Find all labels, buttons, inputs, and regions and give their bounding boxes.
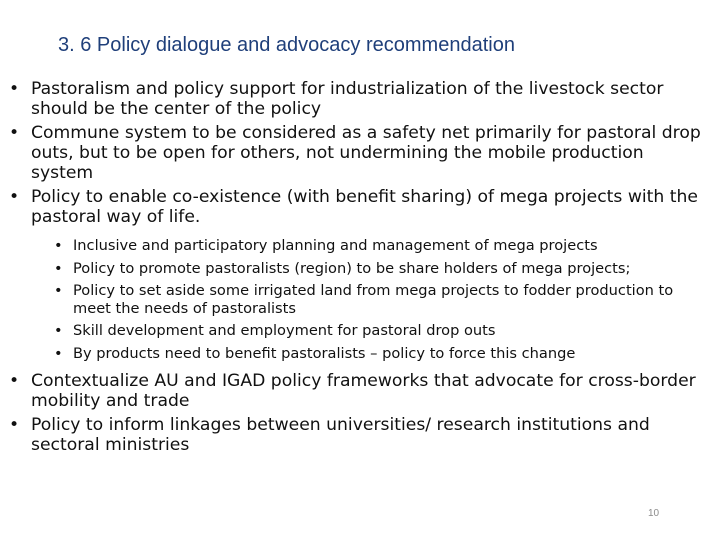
- main-bullet-list: [6, 79, 706, 459]
- slide-number: 10: [648, 508, 660, 519]
- bullet-item: • Commune system to be considered as a safety net primarily for pastoral drop outs, but to be open for others, not undermining the mobile production system: [6, 123, 706, 183]
- bullet-item: • Pastoralism and policy support for industrialization of the livestock sector should be the center of the policy: [6, 79, 706, 119]
- sub-bullet-item: • Policy to promote pastoralists (region) to be share holders of mega projects;: [52, 260, 706, 278]
- bullet-item: • Contextualize AU and IGAD policy frameworks that advocate for cross-border mobility and trade: [6, 371, 706, 411]
- slide-title: 3. 6 Policy dialogue and advocacy recommendation: [58, 34, 515, 56]
- sub-bullet-item: • Policy to set aside some irrigated land from mega projects to fodder production to meet the needs of pastoralists: [52, 282, 706, 317]
- sub-bullet-item: • Inclusive and participatory planning and management of mega projects: [52, 237, 706, 255]
- bullet-item: [6, 187, 706, 362]
- sub-bullet-list: [6, 237, 706, 362]
- bullet-text: Policy to enable co-existence (with benefit sharing) of mega projects with the pastoral way of life.: [31, 187, 698, 227]
- bullet-item: • Policy to inform linkages between universities/ research institutions and sectoral ministries: [6, 415, 706, 455]
- sub-bullet-item: • By products need to benefit pastoralists – policy to force this change: [52, 345, 706, 363]
- sub-bullet-item: • Skill development and employment for pastoral drop outs: [52, 322, 706, 340]
